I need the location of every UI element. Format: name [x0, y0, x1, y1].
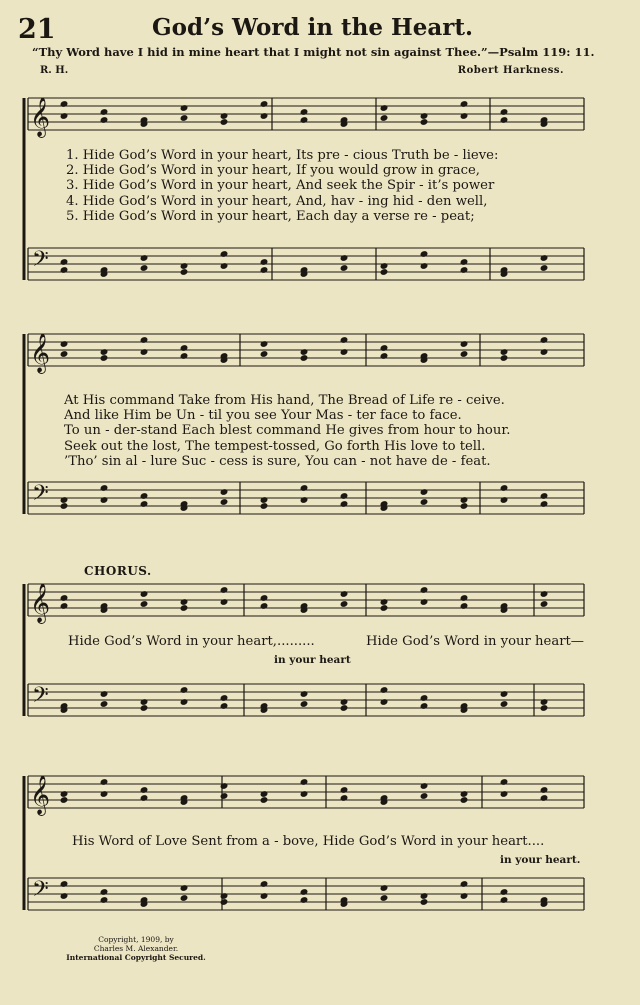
verse-line: At His command Take from His hand, The Bread of Life re - ceive. [64, 393, 505, 408]
svg-text:𝄢: 𝄢 [32, 683, 49, 713]
hymn-title: God’s Word in the Heart. [152, 14, 474, 41]
copyright-line: Copyright, 1909, by [98, 935, 174, 944]
copyright-secured: International Copyright Secured. [66, 953, 206, 962]
chorus-line-1b: Hide God’s Word in your heart— [366, 634, 584, 649]
verse-line: 2. Hide God’s Word in your heart, If you would grow in grace, [66, 163, 480, 179]
svg-text:𝄢: 𝄢 [32, 877, 49, 907]
chorus-line-2: His Word of Love Sent from a - bove, Hide God’s Word in your heart.... [72, 834, 545, 849]
hymn-number: 21 [18, 14, 56, 45]
author-initials: R. H. [40, 65, 69, 76]
verse-line: And like Him be Un - til you see Your Mas - ter face to face. [64, 408, 462, 424]
composer-name: Robert Harkness. [457, 65, 564, 76]
verse-lyrics-system-2 [64, 393, 572, 469]
verse-lyrics-system-1 [66, 148, 574, 224]
chorus-label: CHORUS. [84, 564, 152, 578]
svg-text:𝄞: 𝄞 [30, 583, 51, 623]
svg-text:𝄞: 𝄞 [30, 97, 51, 137]
verse-line: 5. Hide God’s Word in your heart, Each day a verse re - peat; [66, 208, 475, 224]
svg-text:𝄢: 𝄢 [32, 247, 49, 277]
verse-line: Seek out the lost, The tempest-tossed, Go forth His love to tell. [64, 438, 486, 454]
chorus-line-1: Hide God’s Word in your heart,......... [68, 634, 315, 649]
verse-line: 4. Hide God’s Word in your heart, And, hav - ing hid - den well, [66, 193, 488, 209]
svg-text:𝄞: 𝄞 [30, 775, 51, 815]
verse-line: To un - der-stand Each blest command He gives from hour to hour. [64, 423, 511, 439]
chorus-echo-2: in your heart. [500, 854, 581, 866]
copyright-notice [66, 935, 206, 962]
scripture-epigraph: “Thy Word have I hid in mine heart that I might not sin against Thee.”—Psalm 119: 11. [32, 45, 595, 59]
svg-text:𝄢: 𝄢 [32, 481, 49, 511]
verse-line: 3. Hide God’s Word in your heart, And seek the Spir - it’s power [66, 178, 495, 194]
copyright-holder: Charles M. Alexander. [93, 944, 179, 953]
chorus-echo-1: in your heart [274, 654, 351, 666]
svg-text:𝄞: 𝄞 [30, 333, 51, 373]
verse-line: 1. Hide God’s Word in your heart, Its pre - cious Truth be - lieve: [66, 148, 499, 163]
verse-line: ’Tho’ sin al - lure Suc - cess is sure, You can - not have de - feat. [64, 453, 491, 469]
